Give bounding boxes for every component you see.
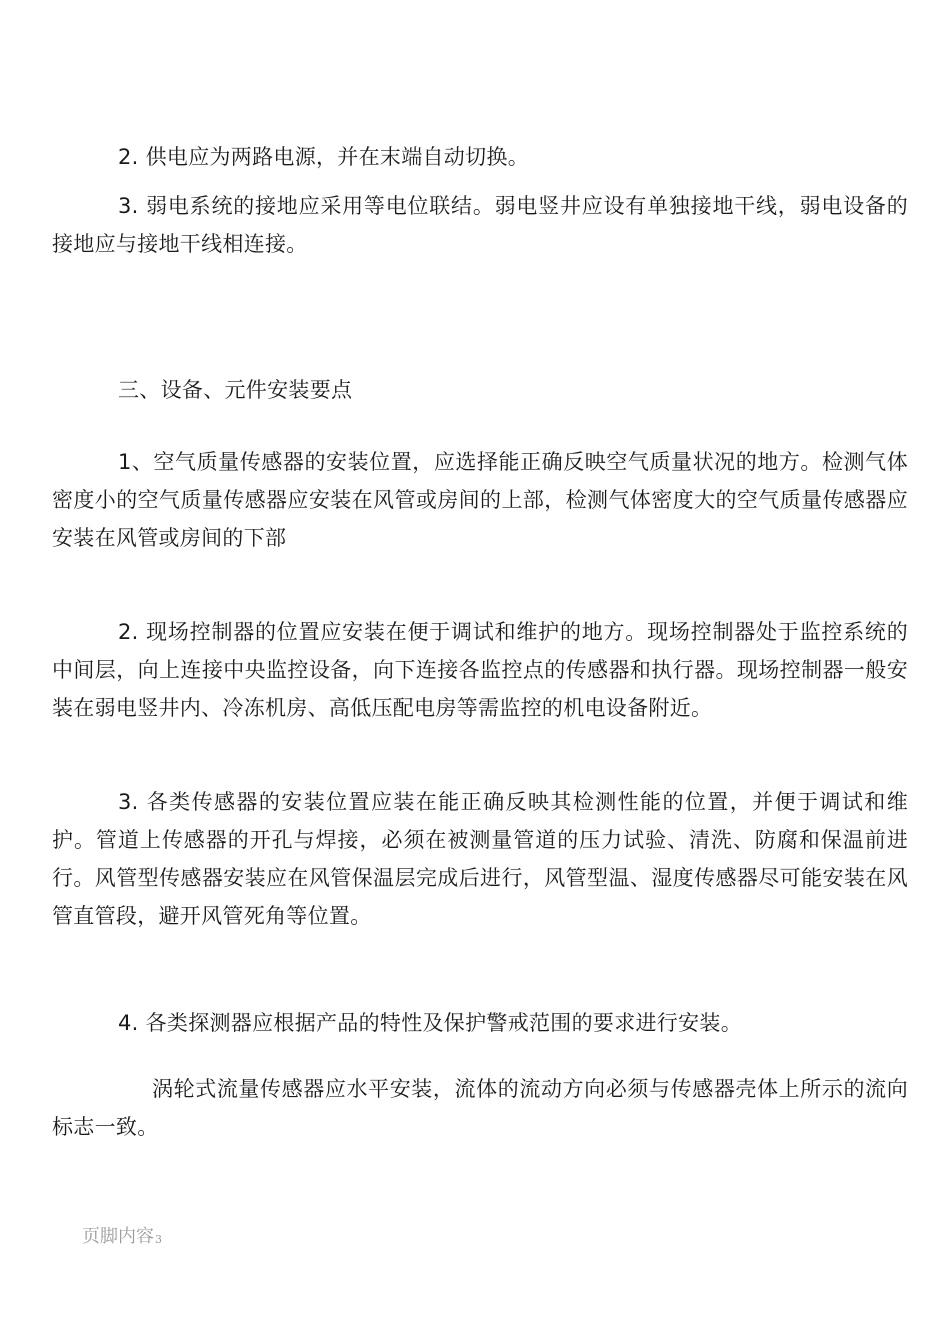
page-footer [82,1222,162,1248]
page-number: 3 [155,1233,162,1246]
section-heading: 三、设备、元件安装要点 [118,378,353,402]
paragraph-turbine-flow-sensor: 涡轮式流量传感器应水平安装，流体的流动方向必须与传感器壳体上所示的流向标志一致。 [52,1077,908,1139]
paragraph-sensor-location: 3. 各类传感器的安装位置应装在能正确反映其检测性能的位置，并便于调试和维护。管道上传感器的开孔与焊接，必须在被测量管道的压力试验、清洗、防腐和保温前进行。风管型传感器安装应在风管保温层完成后进行，风管型温、湿度传感器尽可能安装在风管直管段，避开风管死角等位置。 [52,790,908,928]
paragraph-detectors: 4. 各类探测器应根据产品的特性及保护警戒范围的要求进行安装。 [118,1011,743,1035]
paragraph-grounding: 3. 弱电系统的接地应采用等电位联结。弱电竖井应设有单独接地干线，弱电设备的接地应与接地干线相连接。 [52,194,908,256]
paragraph-power-supply: 2. 供电应为两路电源，并在末端自动切换。 [118,145,530,169]
footer-label: 页脚内容 [82,1226,154,1247]
paragraph-air-quality-sensor: 1、空气质量传感器的安装位置，应选择能正确反映空气质量状况的地方。检测气体密度小的空气质量传感器应安装在风管或房间的上部，检测气体密度大的空气质量传感器应安装在风管或房间的下部 [52,450,908,550]
paragraph-field-controller: 2. 现场控制器的位置应安装在便于调试和维护的地方。现场控制器处于监控系统的中间层，向上连接中央监控设备，向下连接各监控点的传感器和执行器。现场控制器一般安装在弱电竖井内、冷冻机房、高低压配电房等需监控的机电设备附近。 [52,620,908,720]
